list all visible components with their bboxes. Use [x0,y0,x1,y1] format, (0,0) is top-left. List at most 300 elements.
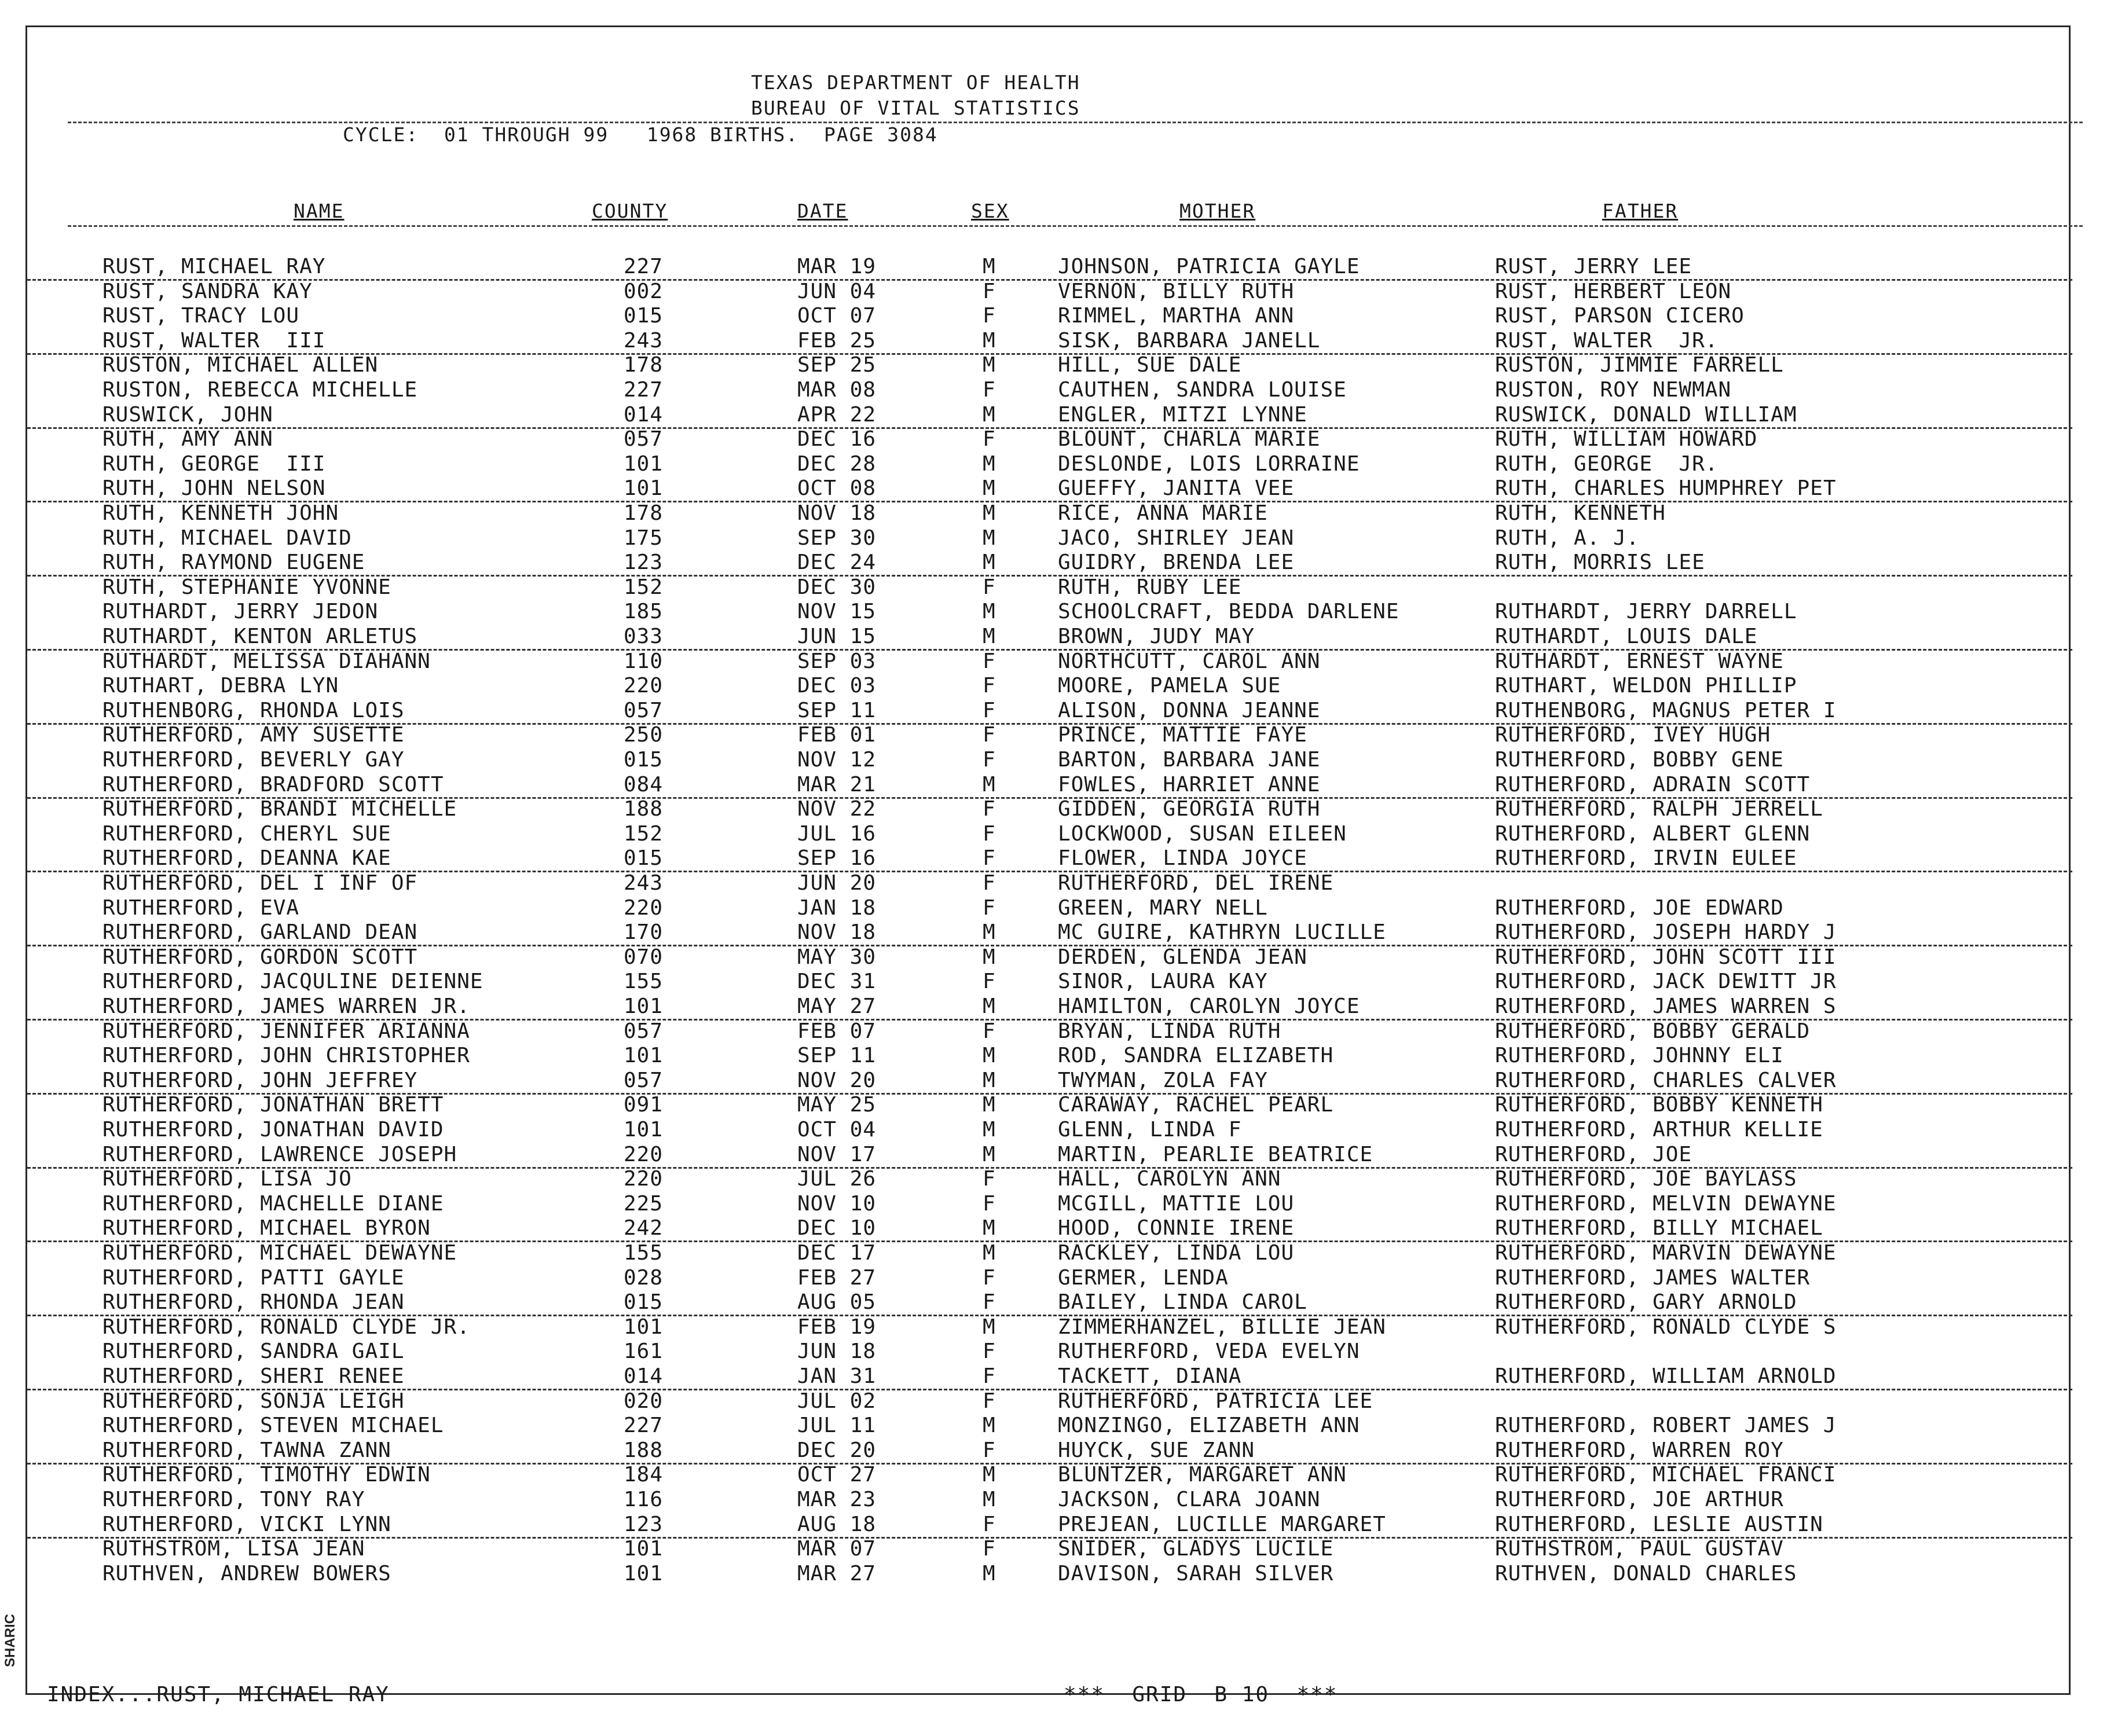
record-father: RUTH, GEORGE JR. [1495,452,1719,476]
record-row [27,353,2072,377]
record-mother: HUYCK, SUE ZANN [1058,1438,1255,1462]
record-mother: RUTH, RUBY LEE [1058,575,1242,599]
record-father: RUTH, CHARLES HUMPHREY PET [1495,476,1837,501]
record-father: RUTHARDT, JERRY DARRELL [1495,600,1797,624]
record-mother: RUTHERFORD, DEL IRENE [1058,871,1334,895]
record-name: RUTH, GEORGE III [102,452,326,476]
record-county: 184 [624,1463,664,1487]
record-mother: TWYMAN, ZOLA FAY [1058,1068,1268,1092]
record-mother: ROD, SANDRA ELIZABETH [1058,1044,1334,1068]
record-row [27,846,2072,872]
record-father: RUTHERFORD, JOSEPH HARDY J [1495,920,1837,945]
record-date: SEP 25 [797,353,877,377]
record-sex: F [983,1512,996,1536]
record-father: RUTHERFORD, ADRAIN SCOTT [1495,772,1811,797]
record-mother: ENGLER, MITZI LYNNE [1058,402,1307,427]
record-date: MAR 07 [797,1537,877,1561]
record-sex: F [983,674,996,698]
record-date: JAN 18 [797,895,877,920]
record-row [27,698,2072,725]
record-father: RUTHERFORD, IVEY HUGH [1495,723,1771,747]
record-date: SEP 03 [797,649,877,673]
record-row [27,895,2072,920]
record-row [27,377,2072,402]
record-county: 101 [624,994,664,1018]
record-sex: M [983,255,996,278]
record-county: 014 [624,1364,664,1388]
record-mother: PREJEAN, LUCILLE MARGARET [1058,1512,1386,1536]
record-name: RUTHERFORD, JONATHAN BRETT [102,1093,444,1117]
record-mother: RUTHERFORD, PATRICIA LEE [1058,1389,1373,1413]
record-row [27,920,2072,946]
record-sex: M [983,772,996,797]
record-date: JUL 16 [797,821,877,846]
record-mother: ZIMMERHANZEL, BILLIE JEAN [1058,1315,1386,1339]
record-father: RUTHERFORD, BOBBY GERALD [1495,1019,1811,1043]
record-mother: JOHNSON, PATRICIA GAYLE [1058,255,1360,278]
record-county: 002 [624,279,664,303]
record-father: RUTHERFORD, ALBERT GLENN [1495,821,1811,846]
col-header-name: NAME [294,200,345,222]
record-date: DEC 03 [797,674,877,698]
record-mother: CARAWAY, RACHEL PEARL [1058,1093,1334,1117]
record-county: 015 [624,1290,664,1315]
record-mother: HILL, SUE DALE [1058,353,1242,377]
record-date: JUN 15 [797,625,877,648]
record-name: RUTHVEN, ANDREW BOWERS [102,1561,391,1585]
record-father: RUTHART, WELDON PHILLIP [1495,674,1797,698]
record-father: RUTHERFORD, JAMES WALTER [1495,1265,1811,1290]
record-county: 188 [624,797,664,821]
record-county: 175 [624,526,664,550]
record-name: RUTHERFORD, MACHELLE DIANE [102,1191,444,1216]
record-sex: M [983,1068,996,1092]
record-row [27,550,2072,577]
record-date: MAY 27 [797,994,877,1018]
record-name: RUTH, KENNETH JOHN [102,501,339,525]
record-sex: F [983,279,996,303]
record-row [27,1561,2072,1586]
record-county: 123 [624,550,664,575]
record-mother: JACO, SHIRLEY JEAN [1058,526,1295,550]
record-date: JUN 04 [797,279,877,303]
record-name: RUTHERFORD, JAMES WARREN JR. [102,994,470,1018]
record-mother: BAILEY, LINDA CAROL [1058,1290,1307,1315]
record-father: RUTHERFORD, JAMES WARREN S [1495,994,1837,1018]
record-row [27,328,2072,355]
record-row [27,1364,2072,1390]
record-mother: GUEFFY, JANITA VEE [1058,476,1295,501]
record-date: NOV 18 [797,501,877,525]
record-row [27,1019,2072,1044]
record-sex: M [983,1414,996,1438]
record-mother: SNIDER, GLADYS LUCILE [1058,1537,1334,1561]
record-name: RUTHERFORD, LISA JO [102,1167,352,1191]
record-date: SEP 16 [797,846,877,871]
record-row [27,575,2072,600]
record-father: RUTHENBORG, MAGNUS PETER I [1495,698,1837,722]
record-mother: ALISON, DONNA JEANNE [1058,698,1321,722]
record-name: RUTHERFORD, SANDRA GAIL [102,1339,405,1364]
record-mother: SINOR, LAURA KAY [1058,970,1268,994]
record-date: FEB 01 [797,723,877,747]
record-mother: BLUNTZER, MARGARET ANN [1058,1463,1347,1487]
record-name: RUSWICK, JOHN [102,402,273,427]
record-sex: F [983,575,996,599]
record-date: MAR 23 [797,1488,877,1511]
record-date: MAR 21 [797,772,877,797]
record-county: 070 [624,945,664,969]
record-date: NOV 20 [797,1068,877,1092]
record-date: OCT 27 [797,1463,877,1487]
record-father: RUTHERFORD, IRVIN EULEE [1495,846,1797,871]
record-row [27,254,2072,281]
record-county: 227 [624,255,664,278]
record-row [27,624,2072,651]
record-sex: M [983,501,996,525]
record-father: RUTHERFORD, ARTHUR KELLIE [1495,1118,1823,1142]
record-father: RUTHERFORD, RALPH JERRELL [1495,797,1823,821]
record-name: RUSTON, REBECCA MICHELLE [102,378,418,402]
record-sex: F [983,871,996,895]
record-name: RUTHERFORD, TONY RAY [102,1488,365,1511]
record-date: DEC 30 [797,575,877,599]
record-name: RUTHERFORD, TIMOTHY EDWIN [102,1463,431,1487]
record-name: RUTHERFORD, SONJA LEIGH [102,1389,405,1413]
record-date: AUG 18 [797,1512,877,1536]
record-father: RUTHARDT, LOUIS DALE [1495,625,1758,648]
record-row [27,476,2072,502]
record-row [27,1339,2072,1364]
record-name: RUTHERFORD, JACQULINE DEIENNE [102,970,483,994]
record-sex: F [983,895,996,920]
record-name: RUTH, JOHN NELSON [102,476,326,501]
record-date: FEB 27 [797,1265,877,1290]
document-frame [25,25,2071,1706]
record-date: JUL 26 [797,1167,877,1191]
column-divider [68,225,2083,227]
record-mother: TACKETT, DIANA [1058,1364,1242,1388]
record-row [27,1462,2072,1487]
record-father: RUTHERFORD, MARVIN DEWAYNE [1495,1241,1837,1265]
record-county: 220 [624,895,664,920]
record-sex: F [983,723,996,747]
record-name: RUTHERFORD, VICKI LYNN [102,1512,391,1536]
record-sex: F [983,797,996,821]
record-row [27,526,2072,550]
record-sex: M [983,328,996,353]
record-date: OCT 07 [797,304,877,328]
record-county: 155 [624,970,664,994]
record-father: RUTH, A. J. [1495,526,1640,550]
record-sex: F [983,1019,996,1043]
record-name: RUTHARDT, JERRY JEDON [102,600,379,624]
record-mother: RACKLEY, LINDA LOU [1058,1241,1295,1265]
record-mother: PRINCE, MATTIE FAYE [1058,723,1307,747]
record-county: 015 [624,304,664,328]
record-row [27,599,2072,624]
record-name: RUTH, AMY ANN [102,427,273,452]
record-name: RUTHERFORD, RONALD CLYDE JR. [102,1315,470,1339]
record-date: MAY 30 [797,945,877,969]
record-row [27,1413,2072,1438]
record-sex: M [983,945,996,969]
record-county: 101 [624,1537,664,1561]
record-row [27,1265,2072,1290]
record-sex: F [983,378,996,402]
record-county: 014 [624,402,664,427]
record-row [27,427,2072,452]
record-name: RUTHERFORD, MICHAEL DEWAYNE [102,1241,457,1265]
record-sex: M [983,526,996,550]
record-mother: HOOD, CONNIE IRENE [1058,1216,1295,1240]
record-date: SEP 30 [797,526,877,550]
record-county: 188 [624,1438,664,1462]
record-name: RUTHERFORD, AMY SUSETTE [102,723,405,747]
record-mother: DESLONDE, LOIS LORRAINE [1058,452,1360,476]
record-father: RUTH, WILLIAM HOWARD [1495,427,1758,452]
record-sex: M [983,1463,996,1487]
record-county: 152 [624,821,664,846]
index-footer: INDEX...RUST, MICHAEL RAY [47,1683,390,1706]
record-name: RUTHERFORD, DEL I INF OF [102,871,418,895]
record-county: 101 [624,1118,664,1142]
record-father: RUSTON, ROY NEWMAN [1495,378,1732,402]
side-stamp: SHARIC [2,1613,18,1667]
record-row [27,303,2072,328]
record-mother: MC GUIRE, KATHRYN LUCILLE [1058,920,1386,945]
record-county: 110 [624,649,664,673]
record-county: 057 [624,698,664,722]
record-sex: F [983,1167,996,1191]
record-mother: BARTON, BARBARA JANE [1058,748,1321,772]
record-father: RUTHERFORD, JOHNNY ELI [1495,1044,1784,1068]
record-county: 220 [624,674,664,698]
record-date: AUG 05 [797,1290,877,1315]
record-father: RUTHERFORD, WARREN ROY [1495,1438,1784,1462]
record-row [27,1487,2072,1512]
record-mother: MCGILL, MATTIE LOU [1058,1191,1295,1216]
record-mother: MOORE, PAMELA SUE [1058,674,1281,698]
record-date: SEP 11 [797,1044,877,1068]
record-name: RUST, SANDRA KAY [102,279,313,303]
record-father: RUTHERFORD, JOE EDWARD [1495,895,1784,920]
record-mother: MONZINGO, ELIZABETH ANN [1058,1414,1360,1438]
record-county: 020 [624,1389,664,1413]
record-county: 101 [624,1315,664,1339]
record-name: RUTHERFORD, LAWRENCE JOSEPH [102,1142,457,1166]
record-county: 015 [624,846,664,871]
record-mother: DERDEN, GLENDA JEAN [1058,945,1307,969]
record-county: 101 [624,476,664,501]
record-mother: GUIDRY, BRENDA LEE [1058,550,1295,575]
record-name: RUTHERFORD, EVA [102,895,300,920]
record-father: RUTHERFORD, BILLY MICHAEL [1495,1216,1823,1240]
record-date: JUL 11 [797,1414,877,1438]
record-name: RUTHARDT, MELISSA DIAHANN [102,649,431,673]
record-father: RUTH, KENNETH [1495,501,1666,525]
record-county: 101 [624,452,664,476]
record-date: JUN 20 [797,871,877,895]
record-name: RUTHERFORD, JENNIFER ARIANNA [102,1019,470,1043]
record-county: 123 [624,1512,664,1536]
record-name: RUTHERFORD, JOHN JEFFREY [102,1068,418,1092]
record-sex: F [983,698,996,722]
record-row [27,673,2072,698]
record-county: 015 [624,748,664,772]
record-county: 057 [624,427,664,452]
record-row [27,747,2072,772]
record-father: RUTHERFORD, BOBBY GENE [1495,748,1784,772]
record-sex: M [983,1488,996,1511]
record-name: RUTHERFORD, CHERYL SUE [102,821,391,846]
record-mother: BROWN, JUDY MAY [1058,625,1255,648]
record-date: MAR 19 [797,255,877,278]
record-sex: M [983,1216,996,1240]
record-sex: M [983,1142,996,1166]
record-date: MAR 08 [797,378,877,402]
record-sex: M [983,1241,996,1265]
record-county: 101 [624,1561,664,1585]
grid-footer: *** GRID B 10 *** [1064,1683,1338,1706]
record-row [27,1536,2072,1561]
record-row [27,1092,2072,1117]
col-header-father: FATHER [1602,200,1679,222]
record-sex: M [983,994,996,1018]
record-date: MAY 25 [797,1093,877,1117]
record-father: RUST, WALTER JR. [1495,328,1719,353]
record-name: RUTHERFORD, PATTI GAYLE [102,1265,405,1290]
record-mother: CAUTHEN, SANDRA LOUISE [1058,378,1347,402]
record-row [27,452,2072,476]
record-name: RUST, WALTER III [102,328,326,353]
record-mother: DAVISON, SARAH SILVER [1058,1561,1334,1585]
record-name: RUTHERFORD, DEANNA KAE [102,846,391,871]
record-name: RUSTON, MICHAEL ALLEN [102,353,379,377]
record-name: RUTH, RAYMOND EUGENE [102,550,365,575]
record-name: RUST, TRACY LOU [102,304,300,328]
record-mother: GIDDEN, GEORGIA RUTH [1058,797,1321,821]
record-name: RUTHERFORD, RHONDA JEAN [102,1290,405,1315]
record-sex: F [983,1438,996,1462]
record-father: RUTHERFORD, JOE BAYLASS [1495,1167,1797,1191]
record-date: NOV 12 [797,748,877,772]
record-sex: M [983,1315,996,1339]
record-sex: F [983,1191,996,1216]
record-father: RUST, JERRY LEE [1495,255,1692,278]
record-county: 033 [624,625,664,648]
record-name: RUTHERFORD, JOHN CHRISTOPHER [102,1044,470,1068]
record-date: DEC 16 [797,427,877,452]
record-row [27,821,2072,846]
record-county: 243 [624,328,664,353]
record-father: RUTHERFORD, RONALD CLYDE S [1495,1315,1837,1339]
record-row [27,1216,2072,1242]
record-mother: VERNON, BILLY RUTH [1058,279,1295,303]
record-date: JUN 18 [797,1339,877,1364]
record-father: RUST, HERBERT LEON [1495,279,1732,303]
record-date: DEC 20 [797,1438,877,1462]
record-row [27,1043,2072,1068]
record-father: RUTHERFORD, MELVIN DEWAYNE [1495,1191,1837,1216]
record-date: NOV 17 [797,1142,877,1166]
record-father: RUTHERFORD, LESLIE AUSTIN [1495,1512,1823,1536]
record-father: RUTHERFORD, JOE [1495,1142,1692,1166]
col-header-sex: SEX [971,200,1009,222]
record-date: DEC 28 [797,452,877,476]
record-sex: M [983,920,996,945]
record-date: NOV 22 [797,797,877,821]
record-father: RUTHERFORD, MICHAEL FRANCI [1495,1463,1837,1487]
record-father: RUSWICK, DONALD WILLIAM [1495,402,1797,427]
record-county: 091 [624,1093,664,1117]
record-row [27,1315,2072,1339]
record-mother: GREEN, MARY NELL [1058,895,1268,920]
record-mother: SCHOOLCRAFT, BEDDA DARLENE [1058,600,1399,624]
record-father: RUTHERFORD, JOE ARTHUR [1495,1488,1784,1511]
record-county: 170 [624,920,664,945]
record-father: RUTHSTROM, PAUL GUSTAV [1495,1537,1784,1561]
record-county: 220 [624,1167,664,1191]
record-county: 243 [624,871,664,895]
record-name: RUTHERFORD, JONATHAN DAVID [102,1118,444,1142]
record-date: MAR 27 [797,1561,877,1585]
record-date: NOV 15 [797,600,877,624]
record-father: RUTHERFORD, BOBBY KENNETH [1495,1093,1823,1117]
record-county: 161 [624,1339,664,1364]
record-sex: M [983,600,996,624]
record-name: RUTHERFORD, GARLAND DEAN [102,920,418,945]
record-date: DEC 24 [797,550,877,575]
record-sex: M [983,353,996,377]
record-father: RUTHERFORD, JOHN SCOTT III [1495,945,1837,969]
record-row [27,1191,2072,1216]
record-sex: F [983,427,996,452]
record-county: 250 [624,723,664,747]
record-sex: F [983,1389,996,1413]
record-row [27,1438,2072,1465]
record-county: 225 [624,1191,664,1216]
record-county: 227 [624,378,664,402]
col-header-county: COUNTY [592,200,668,222]
record-sex: M [983,452,996,476]
record-father: RUTHERFORD, JACK DEWITT JR [1495,970,1837,994]
record-name: RUTHENBORG, RHONDA LOIS [102,698,405,722]
record-sex: F [983,821,996,846]
record-mother: SISK, BARBARA JANELL [1058,328,1321,353]
record-mother: HAMILTON, CAROLYN JOYCE [1058,994,1360,1018]
record-row [27,969,2072,994]
record-row [27,994,2072,1021]
record-father: RUTHVEN, DONALD CHARLES [1495,1561,1797,1585]
record-county: 057 [624,1068,664,1092]
record-sex: F [983,1290,996,1315]
record-row [27,649,2072,674]
record-county: 155 [624,1241,664,1265]
bureau-title: BUREAU OF VITAL STATISTICS [751,97,1080,119]
record-sex: F [983,1364,996,1388]
record-sex: M [983,625,996,648]
record-row [27,1142,2072,1169]
record-date: FEB 07 [797,1019,877,1043]
record-sex: F [983,649,996,673]
record-row [27,945,2072,970]
record-county: 084 [624,772,664,797]
record-date: OCT 04 [797,1118,877,1142]
record-sex: M [983,1118,996,1142]
record-date: OCT 08 [797,476,877,501]
record-row [27,279,2072,304]
